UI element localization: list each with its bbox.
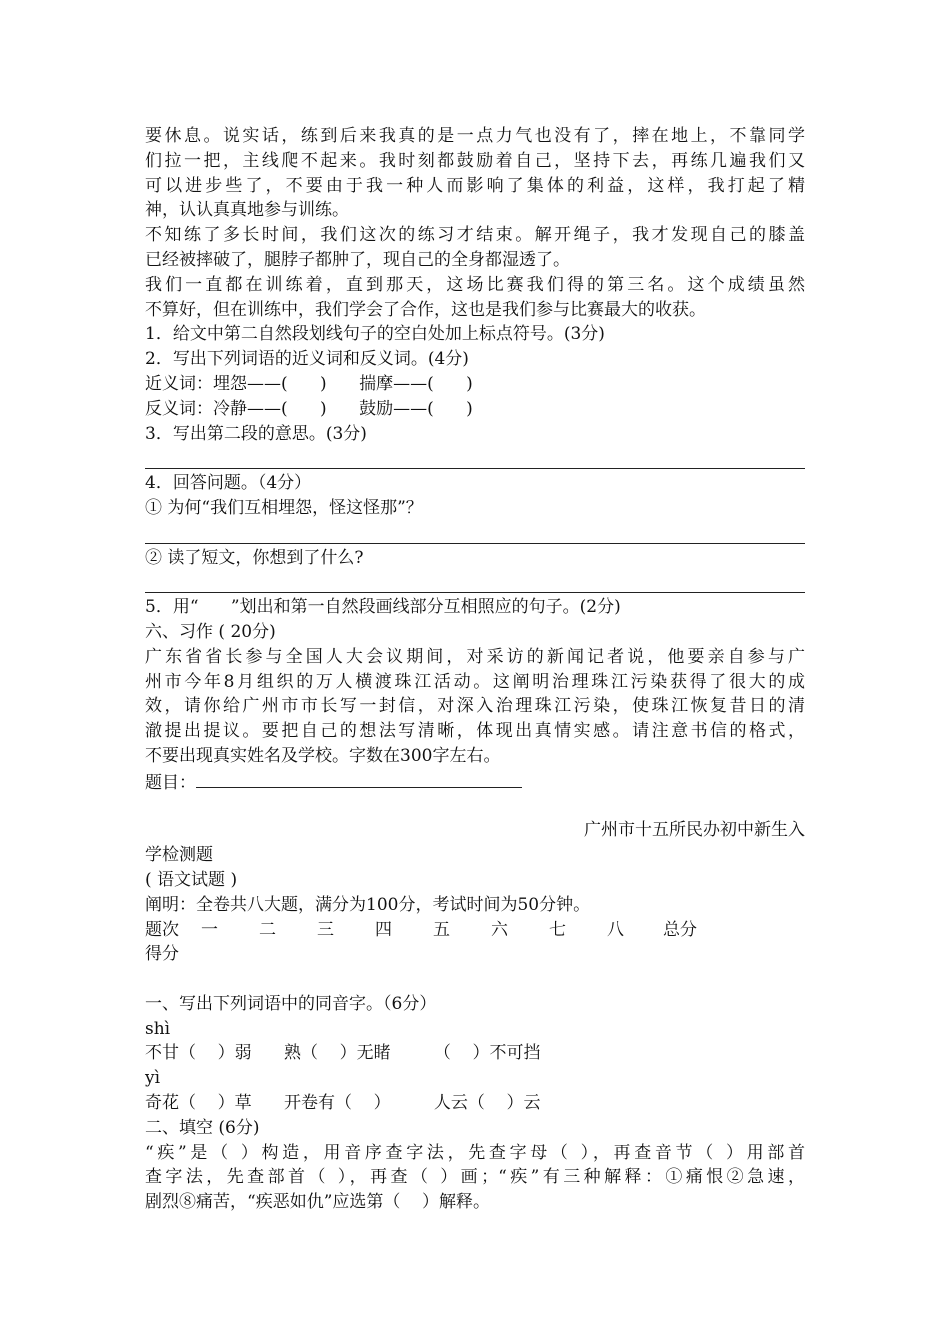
score-row-label: 得分 <box>145 944 179 965</box>
exam-title-line-1: 广州市十五所民办初中新生入 <box>584 820 805 841</box>
exam-page <box>145 124 805 1215</box>
composition-line: 州市今年8月组织的万人横渡珠江活动。这阐明治理珠江污染获得了很大的成 <box>145 671 805 692</box>
question-4-part-1: ① 为何“我们互相埋怨，怪这怪那”？ <box>145 497 423 518</box>
score-col: 七 <box>549 919 566 940</box>
question-4: 4．回答问题。（4分） <box>145 473 312 494</box>
question-1: 1．给文中第二自然段划线句子的空白处加上标点符号。(3分) <box>145 324 605 345</box>
section-2-line: “疾”是（ ）构造，用音序查字法，先查字母（ ），再查音节（ ）用部首 <box>145 1142 805 1163</box>
passage-line: 我们一直都在训练着，直到那天，这场比赛我们得的第三名。这个成绩虽然 <box>145 274 805 295</box>
passage-line: 要休息。说实话，练到后来我真的是一点力气也没有了，摔在地上，不靠同学 <box>145 126 805 146</box>
score-col: 二 <box>259 919 276 940</box>
exam-note: 阐明：全卷共八大题，满分为100分，考试时间为50分钟。 <box>145 894 591 915</box>
passage-line: 们拉一把，主线爬不起来。我时刻都鼓励着自己，坚持下去，再练几遍我们又 <box>145 150 805 171</box>
section-1-heading: 一、写出下列词语中的同音字。（6分） <box>145 993 437 1014</box>
exam-title-line-2: 学检测题 <box>145 845 213 866</box>
composition-line: 广东省省长参与全国人大会议期间，对采访的新闻记者说，他要亲自参与广 <box>145 646 805 667</box>
question-4-part-2: ② 读了短文，你想到了什么? <box>145 547 364 568</box>
composition-line: 不要出现真实姓名及学校。字数在300字左右。 <box>145 745 501 766</box>
section-2-line: 查字法，先查部首（ ），再查（ ）画；“疾”有三种解释：①痛恨②急速， <box>145 1167 805 1188</box>
title-label: 题目： <box>145 772 196 793</box>
score-col: 题次 <box>145 919 179 940</box>
passage-line: 神，认认真真地参与训练。 <box>145 200 349 221</box>
score-col: 八 <box>607 919 624 940</box>
pinyin-yi: yì <box>145 1068 161 1089</box>
score-table-header <box>145 918 805 943</box>
composition-line: 效，请你给广州市市长写一封信，对深入治理珠江污染，使珠江恢复昔日的清 <box>145 696 805 717</box>
composition-line: 澈提出提议。要把自己的想法写清晰，体现出真情实感。请注意书信的格式， <box>145 721 805 742</box>
answer-line[interactable] <box>145 521 805 546</box>
question-2-antonyms: 反义词：冷静——( ) 鼓励——( ) <box>145 398 473 419</box>
score-col: 三 <box>317 919 334 940</box>
section-2-line: 剧烈⑧痛苦，“疾恶如仇”应选第（ ）解释。 <box>145 1192 490 1213</box>
passage-line: 可以进步些了，不要由于我一种人而影响了集体的利益，这样，我打起了精 <box>145 175 805 196</box>
spacer <box>145 967 805 992</box>
score-col: 四 <box>375 919 392 940</box>
score-col: 总分 <box>663 919 697 940</box>
score-col: 六 <box>491 919 508 940</box>
answer-line[interactable] <box>145 446 805 471</box>
question-2-synonyms: 近义词：埋怨——( ) 揣摩——( ) <box>145 373 473 394</box>
composition-heading: 六、习作 ( 20分) <box>145 621 276 642</box>
composition-title-row <box>145 769 805 794</box>
question-2: 2．写出下列词语的近义词和反义词。(4分) <box>145 349 469 370</box>
score-col: 五 <box>433 919 450 940</box>
passage-line: 不知练了多长时间，我们这次的练习才结束。解开绳子，我才发现自己的膝盖 <box>145 225 805 246</box>
pinyin-shi: shì <box>145 1018 171 1039</box>
exam-subject: ( 语文试题 ) <box>145 869 238 890</box>
question-5: 5．用“ ”划出和第一自然段画线部分互相照应的句子。(2分) <box>145 597 621 618</box>
title-blank[interactable] <box>196 769 522 788</box>
section-2-heading: 二、填空 (6分) <box>145 1117 260 1138</box>
homophone-row-1: 不甘（ ）弱 熟（ ）无睹 （ ）不可挡 <box>145 1043 541 1064</box>
passage-line: 已经被摔破了，腿脖子都肿了，现自己的全身都湿透了。 <box>145 249 570 270</box>
homophone-row-2: 奇花（ ）草 开卷有（ ） 人云（ ）云 <box>145 1093 541 1114</box>
question-3: 3．写出第二段的意思。(3分) <box>145 423 367 444</box>
passage-line: 不算好，但在训练中，我们学会了合作，这也是我们参与比赛最大的收获。 <box>145 299 706 320</box>
answer-line[interactable] <box>145 570 805 595</box>
spacer <box>145 794 805 819</box>
score-col: 一 <box>201 919 218 940</box>
